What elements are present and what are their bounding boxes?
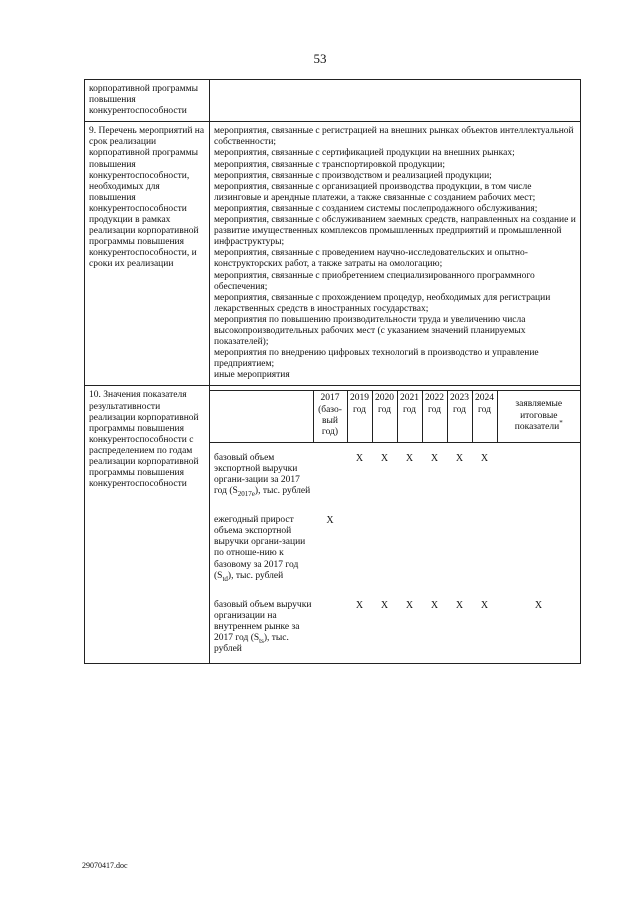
value-cell: X [480, 452, 489, 464]
activity-item: мероприятия, связанные с организацией производства продукции, в том числе лизинговые и арендные платежи, а также связанные с созданием рабочих мест; [214, 181, 536, 203]
value-cell: X [534, 599, 543, 611]
value-cell [372, 505, 397, 590]
activity-item: мероприятия, связанные с транспортировкой продукции; [214, 159, 445, 170]
activity-item: мероприятия, связанные с прохождением процедур, необходимых для регистрации лекарственных средств в иностранных государствах; [214, 292, 551, 314]
indicator-row [210, 442, 580, 505]
indicator-row [210, 505, 580, 590]
activity-item: мероприятия, связанные с приобретением специализированного программного обеспечения; [214, 270, 535, 292]
value-cell [447, 505, 472, 590]
activity-item: мероприятия, связанные с производством и реализацией продукции; [214, 170, 492, 181]
header-2023: 2023 год [447, 391, 472, 442]
value-cell: X [430, 599, 439, 611]
activity-item: мероприятия, связанные с регистрацией на внешних рынках объектов интеллектуальной собственности; [214, 126, 574, 148]
header-blank [210, 391, 313, 442]
header-2022: 2022 год [422, 391, 447, 442]
indicator-table [210, 390, 580, 663]
value-cell: X [480, 599, 489, 611]
header-2017: 2017 (базо-вый год) [313, 391, 347, 442]
header-2019: 2019 год [347, 391, 372, 442]
value-cell [347, 505, 372, 590]
page-number: 53 [313, 51, 327, 66]
header-2021: 2021 год [397, 391, 422, 442]
value-cell [313, 590, 347, 663]
value-cell: X [405, 452, 414, 464]
footnote-mark: * [559, 418, 563, 427]
value-cell [422, 505, 447, 590]
indicator-cell [210, 386, 581, 664]
value-cell: X [380, 452, 389, 464]
value-cell [497, 505, 580, 590]
indicator-label: ежегодный прирост объема экспортной выручки органи-зации по отноше-нию к базовому за 2017 год $(S_{td})$, тыс. рублей [214, 515, 306, 583]
table-row [85, 386, 581, 664]
value-cell [397, 505, 422, 590]
row-label: 9. Перечень мероприятий на срок реализации корпоративной программы повышения конкурентоспособности, необходимых для повышения конкурентоспособности продукции в рамках реализации корпоративной программы повышения конкурентоспособности, и сроки их реализации [85, 122, 210, 386]
activity-item: мероприятия, связанные с сертификацией продукции на внешних рынках; [214, 148, 515, 159]
value-cell: X [430, 452, 439, 464]
activity-item: мероприятия, связанные с проведением научно-исследовательских и опытно-конструкторских работ, а также затраты на омологацию; [214, 248, 528, 270]
value-cell: X [455, 452, 464, 464]
header-total [497, 391, 580, 442]
row-content [210, 80, 581, 122]
header-total-label: заявляемые итоговые показатели [514, 399, 563, 432]
table-row [85, 80, 581, 122]
program-table [84, 79, 581, 664]
table-row [85, 122, 581, 386]
activity-item: иные мероприятия [214, 370, 290, 381]
activities-cell [210, 122, 581, 386]
header-2024: 2024 год [472, 391, 497, 442]
value-cell: X [355, 599, 364, 611]
indicator-row [210, 590, 580, 663]
indicator-label: базовый объем выручки организации на внутреннем рынке за 2017 год $(S_{ts})$, тыс. рублей [214, 599, 312, 655]
activity-item: мероприятия по повышению производительности труда и увеличению числа высокопроизводительных рабочих мест (с указанием значений планируемых показателей); [214, 314, 526, 348]
document-filename: 29070417.doc [82, 861, 128, 870]
row-label: корпоративной программы повышения конкурентоспособности [85, 80, 210, 122]
activity-item: мероприятия, связанные с созданием системы послепродажного обслуживания; [214, 203, 538, 214]
value-cell: X [355, 452, 364, 464]
header-2020: 2020 год [372, 391, 397, 442]
row-label: 10. Значения показателя результативности реализации корпоративной программы повышения конкурентоспособности с распределением по годам реализации корпоративной программы повышения конкурентоспособности [85, 386, 210, 664]
indicator-header-row [210, 391, 580, 442]
value-cell: X [455, 599, 464, 611]
value-cell [313, 442, 347, 505]
value-cell: X [405, 599, 414, 611]
value-cell [472, 505, 497, 590]
value-cell: X [326, 515, 334, 527]
value-cell [497, 442, 580, 505]
value-cell: X [380, 599, 389, 611]
activity-item: мероприятия по внедрению цифровых технологий в производство и управление предприятием; [214, 348, 539, 370]
indicator-label: базовый объем экспортной выручки органи-зации за 2017 год $(S_{2017e})$, тыс. рублей [214, 452, 311, 498]
activity-item: мероприятия, связанные с обслуживанием заемных средств, направленных на создание и развитие имущественных комплексов промышленных предприятий и промышленной инфраструктуры; [214, 215, 576, 248]
